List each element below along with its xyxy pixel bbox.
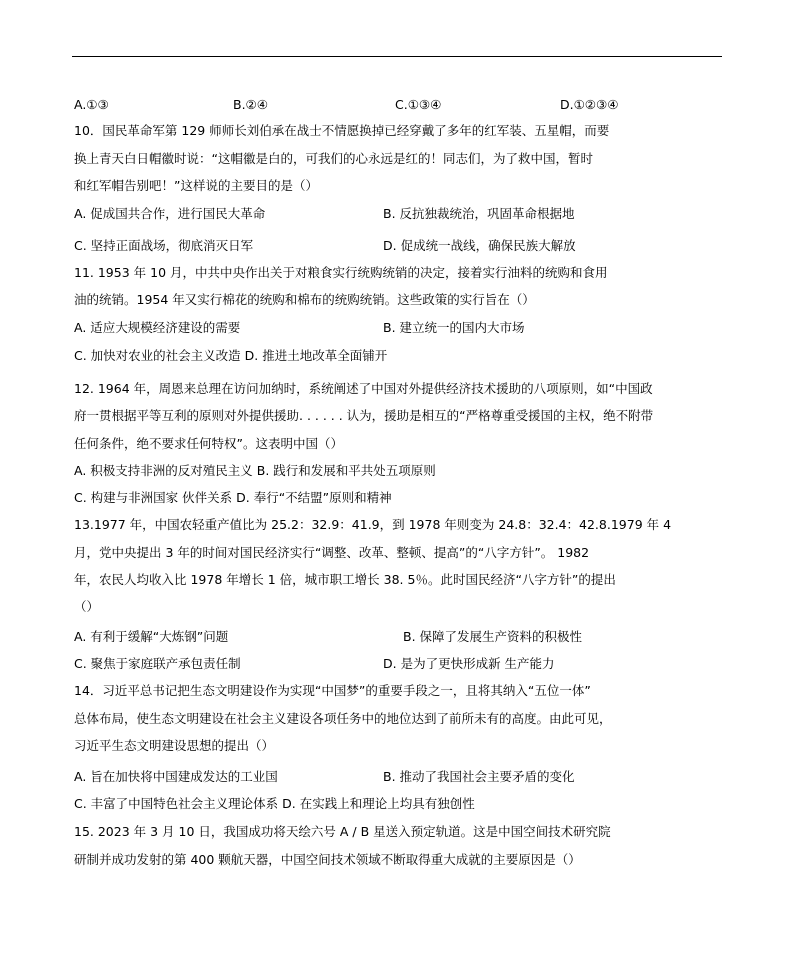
q14-line-2: 总体布局，使生态文明建设在社会主义建设各项任务中的地位达到了前所未有的高度。由此可见， (74, 711, 612, 726)
q13-option-a: A. 有利于缓解“大炼钢”问题 (74, 629, 229, 644)
q14-option-a: A. 旨在加快将中国建成发达的工业国 (74, 769, 278, 784)
q10-line-3: 和红军帽告别吧！”这样说的主要目的是（） (74, 178, 318, 193)
q10-option-b: B. 反抗独裁统治，巩固革命根据地 (383, 206, 575, 221)
q14-line-3: 习近平生态文明建设思想的提出（） (74, 738, 275, 753)
q15-line-1: 15. 2023 年 3 月 10 日，我国成功将天绘六号 A / B 星送入预定轨道。这是中国空间技术研究院 (74, 824, 611, 839)
q11-line-2: 油的统销。1954 年又实行棉花的统购和棉布的统购统销。这些政策的实行旨在（） (74, 292, 535, 307)
q11-line-1: 11. 1953 年 10 月，中共中央作出关于对粮食实行统购统销的决定，接着实行油料的统购和食用 (74, 265, 608, 280)
q14-line-1: 14．习近平总书记把生态文明建设作为实现“中国梦”的重要手段之一，且将其纳入“五位一体” (74, 683, 591, 698)
q12-line-3: 任何条件，绝不要求任何特权”。这表明中国（） (74, 436, 343, 451)
q12-line-2: 府一贯根据平等互利的原则对外提供援助. . . . . . 认为，援助是相互的“严格尊重受援国的主权，绝不附带 (74, 408, 654, 423)
q14-option-b: B. 推动了我国社会主要矛盾的变化 (383, 769, 575, 784)
q15-line-2: 研制并成功发射的第 400 颗航天器，中国空间技术领域不断取得重大成就的主要原因是（） (74, 852, 581, 867)
q13-line-2: 月，党中央提出 3 年的时间对国民经济实行“调整、改革、整顿、提高”的“八字方针”。 1982 (74, 545, 590, 560)
q10-line-1: 10．国民革命军第 129 师师长刘伯承在战士不情愿换掉已经穿戴了多年的红军装、五星帽，而要 (74, 123, 610, 138)
option-c: C.①③④ (395, 97, 442, 112)
q12-option-cd: C. 构建与非洲国家 伙伴关系 D. 奉行“不结盟”原则和精神 (74, 490, 392, 505)
q12-option-ab: A. 积极支持非洲的反对殖民主义 B. 践行和发展和平共处五项原则 (74, 463, 436, 478)
q12-line-1: 12. 1964 年，周恩来总理在访问加纳时，系统阐述了中国对外提供经济技术援助的八项原则，如“中国政 (74, 381, 653, 396)
q11-option-a: A. 适应大规模经济建设的需要 (74, 320, 241, 335)
q13-option-d: D. 是为了更快形成新 生产能力 (383, 656, 555, 671)
q11-option-cd: C. 加快对农业的社会主义改造 D. 推进土地改革全面铺开 (74, 348, 388, 363)
q10-line-2: 换上青天白日帽徽时说：“这帽徽是白的，可我们的心永远是红的！同志们，为了救中国，暂时 (74, 151, 593, 166)
option-a: A.①③ (74, 97, 109, 112)
q10-option-d: D. 促成统一战线，确保民族大解放 (383, 238, 576, 253)
q14-option-cd: C. 丰富了中国特色社会主义理论体系 D. 在实践上和理论上均具有独创性 (74, 796, 475, 811)
option-b: B.②④ (233, 97, 268, 112)
q13-line-4: （） (74, 599, 100, 614)
q13-line-1: 13.1977 年，中国农轻重产值比为 25.2：32.9：41.9，到 1978 年则变为 24.8：32.4：42.8.1979 年 4 (74, 517, 672, 532)
q11-option-b: B. 建立统一的国内大市场 (383, 320, 525, 335)
q13-option-c: C. 聚焦于家庭联产承包责任制 (74, 656, 241, 671)
header-rule (72, 56, 722, 57)
option-d: D.①②③④ (560, 97, 619, 112)
q10-option-c: C. 坚持正面战场，彻底消灭日军 (74, 238, 254, 253)
q13-option-b: B. 保障了发展生产资料的积极性 (403, 629, 583, 644)
q10-option-a: A. 促成国共合作，进行国民大革命 (74, 206, 266, 221)
q13-line-3: 年，农民人均收入比 1978 年增长 1 倍，城市职工增长 38. 5％。此时国民经济“八字方针”的提出 (74, 572, 616, 587)
